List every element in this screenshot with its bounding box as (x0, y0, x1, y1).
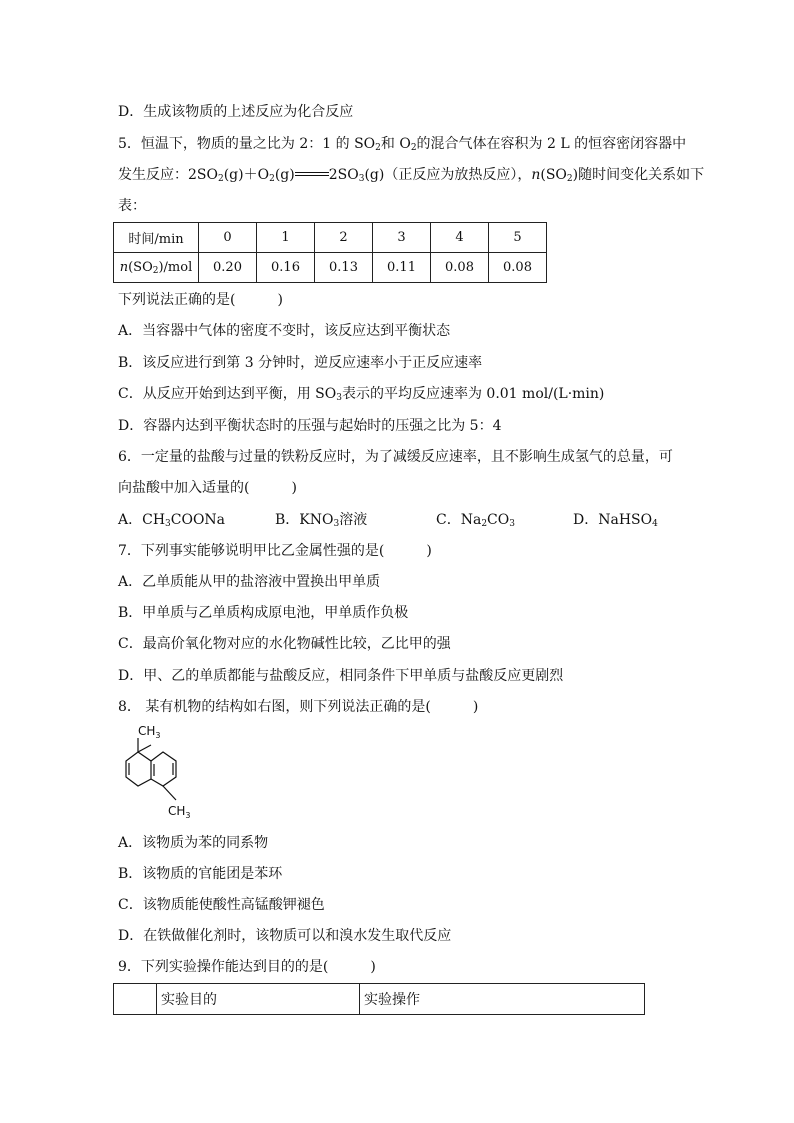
q7-option-c: C．最高价氧化物对应的水化物碱性比较，乙比甲的强 (118, 636, 451, 652)
q5-stem-line1: 5．恒温下，物质的量之比为 2：1 的 $SO_2$和 $O_2$的混合气体在容积为 2 L 的恒容密闭容器中 (118, 136, 687, 153)
table-cell: 0.20 (199, 253, 257, 283)
table-header-cell: 1 (257, 223, 315, 253)
ch3-label-top: $CH_3$ (138, 725, 161, 740)
table-row-time (114, 223, 547, 253)
table-cell: 0.08 (431, 253, 489, 283)
table-row-amount (114, 253, 547, 283)
q5-option-b: B．该反应进行到第 3 分钟时，逆反应速率小于正反应速率 (118, 355, 483, 371)
q7-option-b: B．甲单质与乙单质构成原电池，甲单质作负极 (118, 605, 409, 621)
q4-option-d: D．生成该物质的上述反应为化合反应 (118, 104, 354, 120)
q7-option-a: A．乙单质能从甲的盐溶液中置换出甲单质 (118, 574, 381, 590)
q5-option-d: D．容器内达到平衡状态时的压强与起始时的压强之比为 5：4 (118, 418, 502, 434)
q8-option-b: B．该物质的官能团是苯环 (118, 866, 283, 882)
q8-option-c: C．该物质能使酸性高锰酸钾褪色 (118, 897, 325, 913)
q8-option-a: A．该物质为苯的同系物 (118, 835, 269, 851)
table-cell: 0.16 (257, 253, 315, 283)
dimethylnaphthalene-structure-image (118, 725, 208, 820)
table-header-cell: 3 (373, 223, 431, 253)
table-header-cell: 实验目的 (157, 984, 360, 1015)
q7-option-d: D．甲、乙的单质都能与盐酸反应，相同条件下甲单质与盐酸反应更剧烈 (118, 668, 564, 684)
q6-stem-line2: 向盐酸中加入适量的( ) (118, 480, 297, 496)
q5-stem-line3: 表： (118, 198, 146, 214)
table-header-cell: 5 (489, 223, 547, 253)
table-row-header (114, 984, 645, 1015)
table-cell: 0.08 (489, 253, 547, 283)
table-header-cell: 2 (315, 223, 373, 253)
q8-option-d: D．在铁做催化剂时，该物质可以和溴水发生取代反应 (118, 928, 452, 944)
q5-option-c: C．从反应开始到达到平衡，用 $SO_3$表示的平均反应速率为 0.01 mol/(L·min) (118, 386, 605, 403)
q5-data-table (113, 222, 547, 283)
table-row-label: $n(SO_2)$/mol (114, 253, 199, 283)
q6-option-d: D．NaHSO$_4$ (573, 512, 658, 529)
q6-option-a: A．$CH_3COONa$ (118, 512, 226, 529)
q5-option-a: A．当容器中气体的密度不变时，该反应达到平衡状态 (118, 323, 451, 339)
q9-stem: 9．下列实验操作能达到目的的是( ) (118, 959, 376, 975)
q7-stem: 7．下列事实能够说明甲比乙金属性强的是( ) (118, 543, 432, 559)
q8-stem: 8． 某有机物的结构如右图，则下列说法正确的是( ) (118, 699, 479, 715)
q5-stem-line2: 发生反应：$2SO_2(g)+O_2(g)$ $2SO_3(g)$（正反应为放热反应），$n(SO_2)$随时间变化关系如下 (118, 167, 705, 184)
table-header-cell: 时间/min (114, 223, 199, 253)
table-header-cell: 实验操作 (360, 984, 645, 1015)
q6-option-b: B．$KNO_3$溶液 (275, 512, 368, 529)
table-header-cell-empty (114, 984, 157, 1015)
table-cell: 0.13 (315, 253, 373, 283)
q5-question: 下列说法正确的是( ) (118, 292, 283, 308)
table-header-cell: 4 (431, 223, 489, 253)
q6-stem-line1: 6．一定量的盐酸与过量的铁粉反应时，为了减缓反应速率，且不影响生成氢气的总量，可 (118, 449, 673, 465)
ch3-label-bottom: $CH_3$ (168, 804, 191, 820)
q6-option-c: C．$Na_2CO_3$ (436, 512, 515, 529)
table-cell: 0.11 (373, 253, 431, 283)
equilibrium-arrow-icon (295, 171, 329, 179)
q9-table (113, 983, 645, 1015)
table-header-cell: 0 (199, 223, 257, 253)
